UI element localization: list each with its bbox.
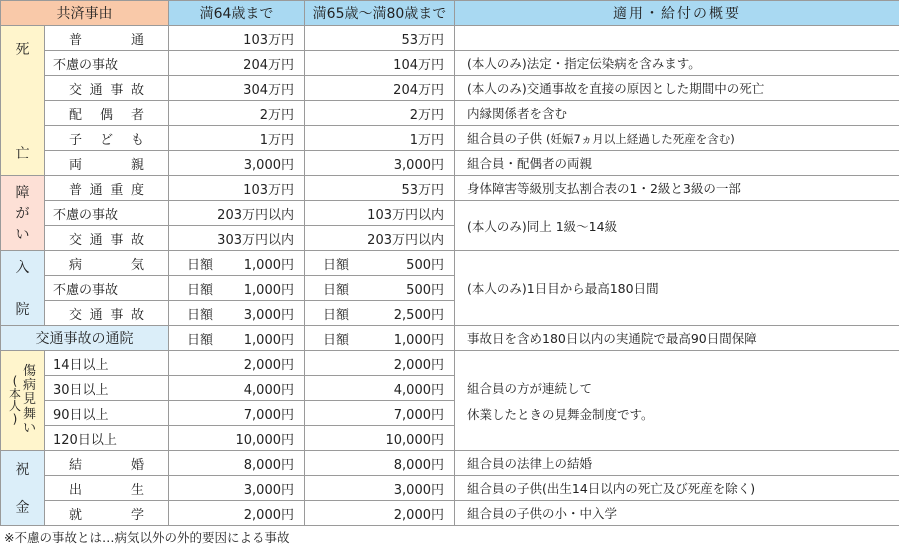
amount-under64: 103万円 (169, 176, 305, 201)
daily-amount: 1,000円 (393, 332, 444, 348)
amount-65to80: 3,000円 (305, 476, 455, 501)
table-row (1, 201, 899, 226)
group-injury (1, 351, 45, 451)
overview-main: 組合員の子供 (467, 131, 543, 146)
group-disability (1, 176, 45, 251)
group-label: 祝 (15, 462, 30, 478)
table-row (1, 101, 899, 126)
daily-prefix: 日額 (187, 257, 214, 273)
row-label: 出生 (45, 476, 169, 501)
label-char: 見 (23, 392, 37, 408)
amount-65to80: 104万円 (305, 51, 455, 76)
amount-under64: 2,000円 (169, 501, 305, 526)
overview: 組合員の子供の小・中入学 (455, 501, 899, 526)
row-label: 交通事故 (45, 301, 169, 326)
daily-amount: 3,000円 (243, 307, 294, 323)
daily-amount: 2,500円 (393, 307, 444, 323)
row-label: 就学 (45, 501, 169, 526)
group-label: 入 (15, 260, 30, 276)
table-row (1, 326, 899, 351)
header-under64: 満64歳まで (169, 1, 305, 26)
row-label: 14日以上 (45, 351, 169, 376)
group-label: 亡 (15, 145, 30, 162)
amount-under64: 4,000円 (169, 376, 305, 401)
overview: (本人のみ)同上 1級～14級 (455, 201, 899, 251)
group-label: 金 (15, 500, 30, 516)
paren-char: 本 (8, 386, 21, 401)
amount-under64: 203万円以内 (169, 201, 305, 226)
amount-65to80: 203万円以内 (305, 226, 455, 251)
amount-under64: 1万円 (169, 126, 305, 151)
amount-65to80: 7,000円 (305, 401, 455, 426)
row-label: 両親 (45, 151, 169, 176)
label-char: 病 (23, 378, 37, 394)
overview (455, 26, 899, 51)
amount-under64: 304万円 (169, 76, 305, 101)
row-label: 交通事故 (45, 76, 169, 101)
amount-under64 (169, 301, 305, 326)
table-row (1, 26, 899, 51)
overview (455, 126, 899, 151)
group-label-main (23, 365, 36, 436)
group-label-paren (9, 375, 21, 425)
amount-65to80: 2万円 (305, 101, 455, 126)
group-label: 院 (15, 302, 30, 318)
amount-under64: 3,000円 (169, 151, 305, 176)
amount-under64: 10,000円 (169, 426, 305, 451)
overview-line: 組合員の方が連続して (467, 380, 593, 396)
amount-65to80: 4,000円 (305, 376, 455, 401)
daily-amount: 1,000円 (243, 332, 294, 348)
amount-65to80: 53万円 (305, 26, 455, 51)
group-label: が (15, 206, 30, 222)
amount-65to80: 103万円以内 (305, 201, 455, 226)
overview: (本人のみ)1日目から最高180日間 (455, 251, 899, 326)
daily-prefix: 日額 (323, 257, 350, 273)
paren-char: ( (12, 374, 18, 389)
amount-65to80: 8,000円 (305, 451, 455, 476)
amount-under64: 8,000円 (169, 451, 305, 476)
overview: 内縁関係者を含む (455, 101, 899, 126)
amount-under64: 2,000円 (169, 351, 305, 376)
row-label: 普通 (45, 26, 169, 51)
group-label: い (15, 227, 30, 243)
amount-under64: 204万円 (169, 51, 305, 76)
amount-65to80 (305, 326, 455, 351)
amount-under64: 3,000円 (169, 476, 305, 501)
daily-amount: 1,000円 (243, 257, 294, 273)
amount-65to80 (305, 301, 455, 326)
daily-prefix: 日額 (187, 307, 214, 323)
amount-65to80: 2,000円 (305, 501, 455, 526)
amount-65to80: 53万円 (305, 176, 455, 201)
table-row (1, 76, 899, 101)
table-row (1, 51, 899, 76)
overview: 組合員の子供(出生14日以内の死亡及び死産を除く) (455, 476, 899, 501)
label-char: 舞 (23, 406, 37, 422)
table-row (1, 451, 899, 476)
amount-under64 (169, 326, 305, 351)
overview-note: (妊娠7ヵ月以上経過した死産を含む) (546, 132, 735, 146)
label-char: 傷 (23, 363, 37, 379)
row-label: 不慮の事故 (45, 276, 169, 301)
footnote: ※不慮の事故とは…病気以外の外的要因による事故 (4, 530, 290, 545)
paren-char: ) (12, 412, 18, 427)
daily-amount: 500円 (406, 257, 444, 273)
row-label: 子ども (45, 126, 169, 151)
daily-prefix: 日額 (323, 307, 350, 323)
overview: 組合員・配偶者の両親 (455, 151, 899, 176)
amount-under64 (169, 251, 305, 276)
row-label: 120日以上 (45, 426, 169, 451)
header-65to80: 満65歳～満80歳まで (305, 1, 455, 26)
row-label: 30日以上 (45, 376, 169, 401)
row-label: 配偶者 (45, 101, 169, 126)
row-label: 結婚 (45, 451, 169, 476)
amount-65to80 (305, 276, 455, 301)
table-row (1, 151, 899, 176)
amount-65to80: 10,000円 (305, 426, 455, 451)
amount-under64: 2万円 (169, 101, 305, 126)
group-traffic-outpatient: 交通事故の通院 (1, 326, 169, 351)
amount-65to80: 204万円 (305, 76, 455, 101)
amount-65to80: 1万円 (305, 126, 455, 151)
amount-under64: 303万円以内 (169, 226, 305, 251)
table-row (1, 126, 899, 151)
daily-amount: 500円 (406, 282, 444, 298)
amount-65to80: 2,000円 (305, 351, 455, 376)
row-label: 90日以上 (45, 401, 169, 426)
overview: 事故日を含め180日以内の実通院で最高90日間保障 (455, 326, 899, 351)
group-hospital (1, 251, 45, 326)
header-overview: 適用・給付の概要 (455, 1, 899, 26)
paren-char: 人 (8, 399, 21, 414)
table-row (1, 176, 899, 201)
overview (455, 351, 899, 451)
group-gift (1, 451, 45, 526)
amount-under64 (169, 276, 305, 301)
overview: 組合員の法律上の結婚 (455, 451, 899, 476)
daily-prefix: 日額 (187, 282, 214, 298)
table-row (1, 351, 899, 376)
amount-65to80: 3,000円 (305, 151, 455, 176)
row-label: 交通事故 (45, 226, 169, 251)
daily-prefix: 日額 (323, 282, 350, 298)
overview-line: 休業したときの見舞金制度です。 (467, 406, 654, 422)
daily-prefix: 日額 (323, 332, 350, 348)
amount-65to80 (305, 251, 455, 276)
row-label: 不慮の事故 (45, 201, 169, 226)
row-label: 普通重度 (45, 176, 169, 201)
overview: (本人のみ)交通事故を直接の原因とした期間中の死亡 (455, 76, 899, 101)
label-char: い (23, 420, 37, 436)
header-row (1, 1, 899, 26)
group-death (1, 26, 45, 176)
amount-under64: 103万円 (169, 26, 305, 51)
daily-prefix: 日額 (187, 332, 214, 348)
overview: 身体障害等級別支払割合表の1・2級と3級の一部 (455, 176, 899, 201)
header-category: 共済事由 (1, 1, 169, 26)
row-label: 不慮の事故 (45, 51, 169, 76)
row-label: 病気 (45, 251, 169, 276)
amount-under64: 7,000円 (169, 401, 305, 426)
table-row (1, 476, 899, 501)
table-row (1, 501, 899, 526)
daily-amount: 1,000円 (243, 282, 294, 298)
overview: (本人のみ)法定・指定伝染病を含みます。 (455, 51, 899, 76)
table-row (1, 251, 899, 276)
group-label: 死 (15, 41, 30, 58)
group-label: 障 (15, 185, 30, 201)
